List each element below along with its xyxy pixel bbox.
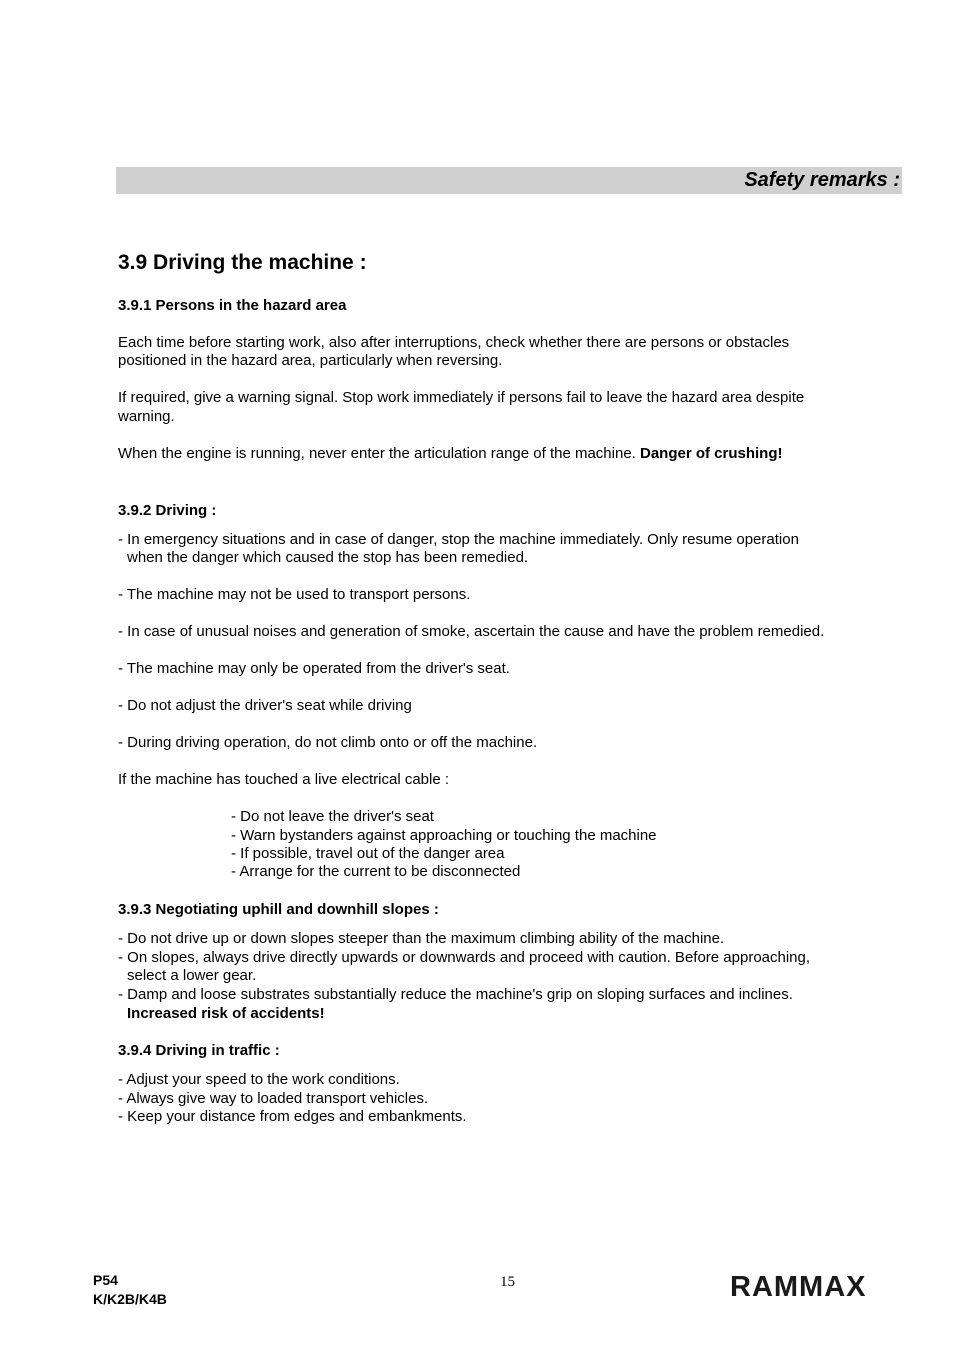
list-item: - Do not adjust the driver's seat while driving (118, 697, 412, 714)
paragraph-line: If the machine has touched a live electrical cable : (118, 771, 450, 788)
model-line: K/K2B/K4B (93, 1291, 167, 1307)
list-item: - In case of unusual noises and generation of smoke, ascertain the cause and have the problem remedied. (118, 623, 825, 640)
subsection-title-3-9-3: 3.9.3 Negotiating uphill and downhill slopes : (118, 901, 439, 918)
sub-list-item: - Arrange for the current to be disconnected (231, 863, 521, 880)
list-item: - The machine may not be used to transport persons. (118, 586, 471, 603)
rammax-logo (730, 1268, 876, 1302)
paragraph-line: Each time before starting work, also after interruptions, check whether there are persons or obstacles (118, 334, 790, 351)
paragraph-line: positioned in the hazard area, particularly when reversing. (118, 352, 503, 369)
list-item: - The machine may only be operated from the driver's seat. (118, 660, 510, 677)
paragraph-line: warning. (118, 408, 175, 425)
sub-list-item: - If possible, travel out of the danger area (231, 845, 505, 862)
list-item: - Adjust your speed to the work conditions. (118, 1071, 400, 1088)
subsection-title-3-9-4: 3.9.4 Driving in traffic : (118, 1042, 280, 1059)
sub-list-item: - Warn bystanders against approaching or touching the machine (231, 827, 657, 844)
header-title: Safety remarks : (744, 169, 900, 191)
list-item-continuation: when the danger which caused the stop has been remedied. (127, 549, 529, 566)
paragraph-text: When the engine is running, never enter the articulation range of the machine. (118, 445, 640, 462)
list-item: - In emergency situations and in case of danger, stop the machine immediately. Only resume operation (118, 531, 799, 548)
accident-warning: Increased risk of accidents! (127, 1005, 325, 1022)
list-item: - Damp and loose substrates substantially reduce the machine's grip on sloping surfaces and inclines. (118, 986, 793, 1003)
sub-list-item: - Do not leave the driver's seat (231, 808, 434, 825)
paragraph-line (118, 445, 783, 464)
list-item: - Always give way to loaded transport vehicles. (118, 1090, 429, 1107)
page-number: 15 (500, 1274, 515, 1290)
subsection-title-3-9-2: 3.9.2 Driving : (118, 502, 217, 519)
list-item: - Do not drive up or down slopes steeper than the maximum climbing ability of the machine. (118, 930, 725, 947)
list-item: - Keep your distance from edges and embankments. (118, 1108, 467, 1125)
list-item: - On slopes, always drive directly upwards or downwards and proceed with caution. Before approaching, (118, 949, 811, 966)
list-item: - During driving operation, do not climb onto or off the machine. (118, 734, 538, 751)
list-item-continuation: select a lower gear. (127, 967, 257, 984)
section-header-bar (116, 167, 902, 194)
subsection-title-3-9-1: 3.9.1 Persons in the hazard area (118, 297, 347, 314)
section-title: 3.9 Driving the machine : (118, 251, 367, 274)
logo-text: RAMMAX (730, 1271, 867, 1302)
model-line: P54 (93, 1272, 118, 1288)
paragraph-line: If required, give a warning signal. Stop work immediately if persons fail to leave the hazard area despite (118, 389, 805, 406)
danger-warning: Danger of crushing! (640, 445, 783, 462)
footer-model (93, 1271, 167, 1309)
